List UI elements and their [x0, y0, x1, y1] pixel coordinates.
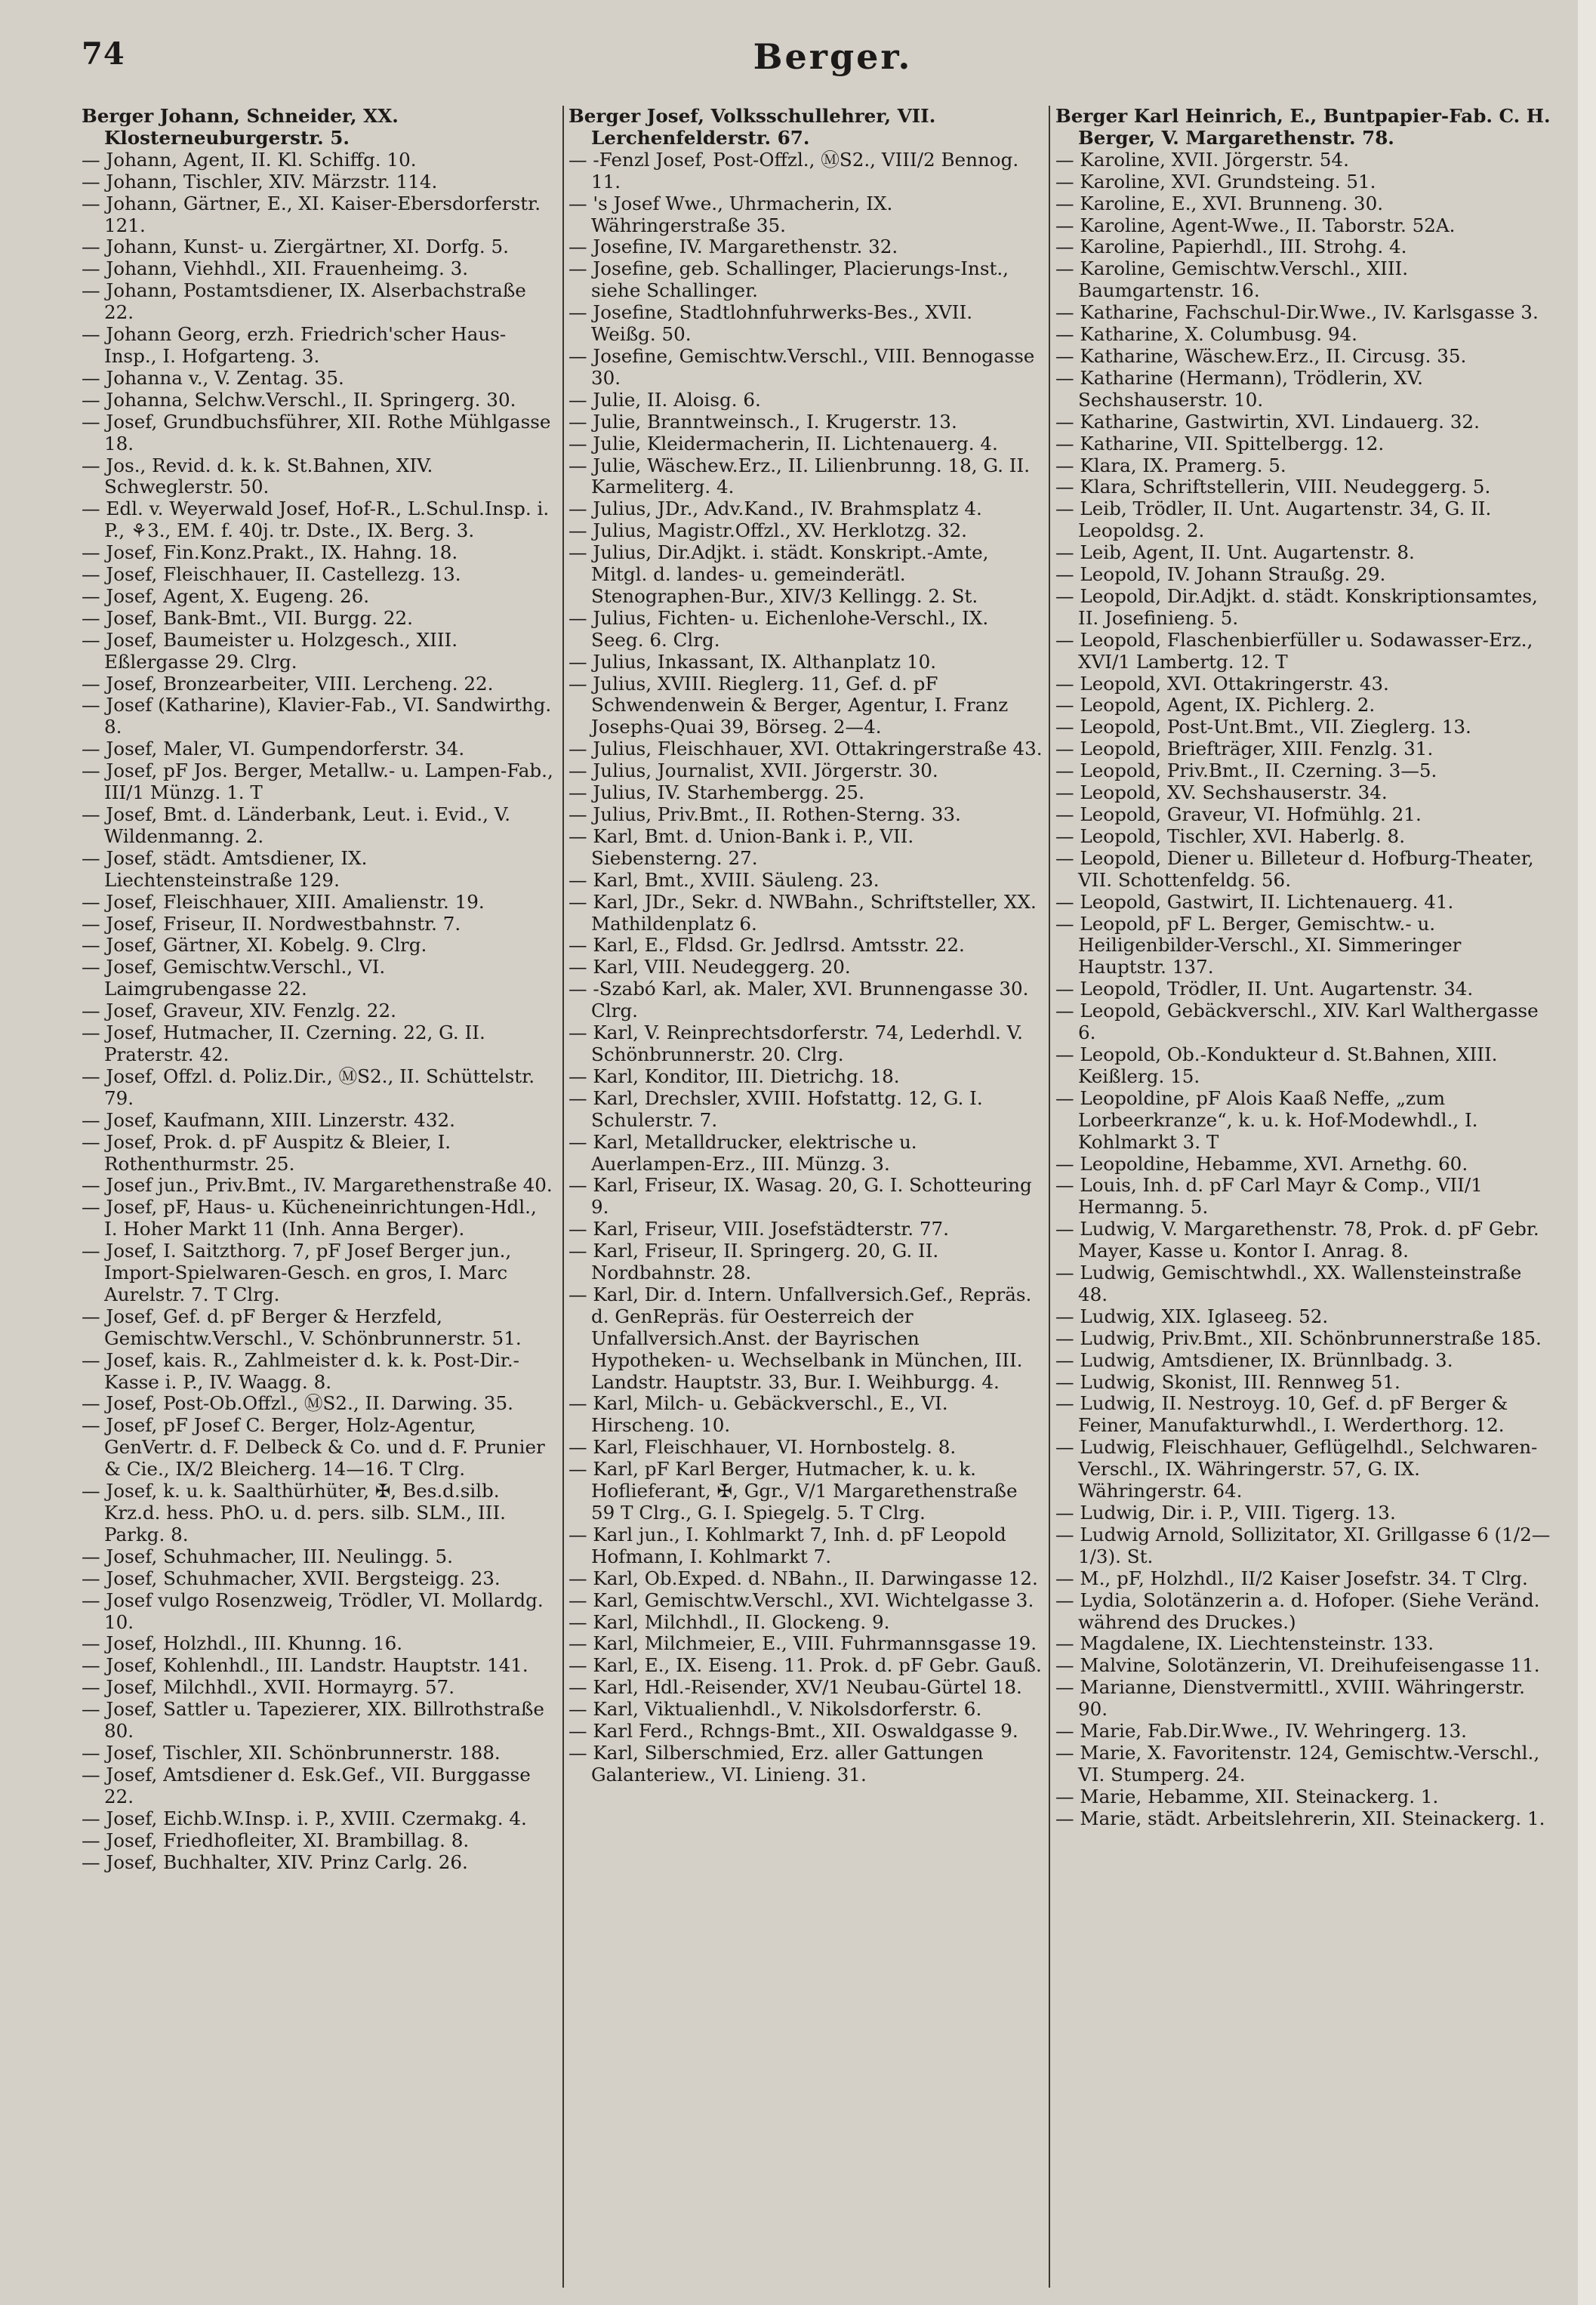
directory-entry: — Josef vulgo Rosenzweig, Trödler, VI. Mollardg. 10. — [82, 1589, 544, 1633]
directory-entry: — Karl jun., I. Kohlmarkt 7, Inh. d. pF Leopold Hofmann, I. Kohlmarkt 7. — [568, 1523, 1006, 1567]
directory-entry: — Julie, Kleidermacherin, II. Lichtenauerg. 4. — [568, 432, 998, 455]
directory-entry: Berger Josef, Volksschullehrer, VII. Lerchenfelderstr. 67. — [568, 106, 936, 149]
directory-entry: — Katharine, X. Columbusg. 94. — [1055, 323, 1357, 346]
page-header — [82, 36, 1584, 86]
directory-entry: — Ludwig, XIX. Iglaseeg. 52. — [1055, 1305, 1329, 1327]
directory-entry: — Katharine, Gastwirtin, XVI. Lindauerg. 32. — [1055, 410, 1480, 433]
directory-entry: — Josef, Grundbuchsführer, XII. Rothe Mühlgasse 18. — [82, 410, 551, 455]
directory-entry: — Josef, Friedhofleiter, XI. Brambillag. 8. — [82, 1829, 470, 1851]
directory-entry: Berger Karl Heinrich, E., Buntpapier-Fab. C. H. Berger, V. Margarethenstr. 78. — [1055, 106, 1551, 149]
directory-entry: — Josef, Bmt. d. Länderbank, Leut. i. Evid., V. Wildenmanng. 2. — [82, 803, 511, 847]
directory-entry: — Josef, Hutmacher, II. Czerning. 22, G. II. Praterstr. 42. — [82, 1022, 485, 1065]
directory-entry: — Josef, Fleischhauer, II. Castellezg. 13. — [82, 563, 461, 586]
directory-entry: — Leopold, XV. Sechshauserstr. 34. — [1055, 781, 1388, 804]
directory-entry: — Julius, Magistr.Offzl., XV. Herklotzg. 32. — [568, 519, 967, 542]
directory-entry: — Karoline, Gemischtw.Verschl., XIII. Baumgartenstr. 16. — [1055, 257, 1409, 302]
directory-entry: — Josef, Baumeister u. Holzgesch., XIII. Eßlergasse 29. Clrg. — [82, 628, 458, 673]
directory-entry: — Josef, Kaufmann, XIII. Linzerstr. 432. — [82, 1108, 455, 1131]
directory-entry: — Louis, Inh. d. pF Carl Mayr & Comp., VII/1 Hermanng. 5. — [1055, 1174, 1483, 1219]
directory-entry: — Ludwig, Gemischtwhdl., XX. Wallensteinstraße 48. — [1055, 1262, 1522, 1305]
directory-entry: — Josefine, Gemischtw.Verschl., VIII. Bennogasse 30. — [568, 344, 1035, 389]
directory-entry: — -Szabó Karl, ak. Maler, XVI. Brunnengasse 30. Clrg. — [568, 978, 1029, 1022]
directory-entry: — Johann, Viehhdl., XII. Frauenheimg. 3. — [82, 257, 469, 280]
directory-entry: — Johann Georg, erzh. Friedrich'scher Haus-Insp., I. Hofgarteng. 3. — [82, 323, 507, 367]
directory-entry: — Josef (Katharine), Klavier-Fab., VI. Sandwirthg. 8. — [82, 694, 552, 738]
directory-entry: — Josef, Gef. d. pF Berger & Herzfeld, Gemischtw.Verschl., V. Schönbrunnerstr. 51. — [82, 1305, 522, 1349]
directory-entry: — Johann, Postamtsdiener, IX. Alserbachstraße 22. — [82, 279, 526, 324]
directory-entry: — Josef, pF Jos. Berger, Metallw.- u. Lampen-Fab., III/1 Münzg. 1. T — [82, 760, 553, 804]
directory-entry: — Ludwig, Priv.Bmt., XII. Schönbrunnerstraße 185. — [1055, 1327, 1542, 1349]
directory-entry: — Leopold, Gebäckverschl., XIV. Karl Walthergasse 6. — [1055, 1000, 1539, 1044]
directory-entry: — Karl, Friseur, IX. Wasag. 20, G. I. Schotteuring 9. — [568, 1174, 1032, 1219]
directory-entry: — Leopold, Briefträger, XIII. Fenzlg. 31. — [1055, 738, 1434, 760]
directory-entry: — Josef, I. Saitzthorg. 7, pF Josef Berger jun., Import-Spielwaren-Gesch. en gros, I. Marc Aurelstr. 7. T Clrg. — [82, 1240, 512, 1305]
directory-entry: — Leib, Agent, II. Unt. Augartenstr. 8. — [1055, 541, 1415, 564]
directory-entry: — Josef, Gemischtw.Verschl., VI. Laimgrubengasse 22. — [82, 956, 386, 1000]
directory-entry: — 's Josef Wwe., Uhrmacherin, IX. Währingerstraße 35. — [568, 192, 893, 236]
directory-entry: — Josef, Sattler u. Tapezierer, XIX. Billrothstraße 80. — [82, 1698, 544, 1743]
directory-column-2 — [568, 106, 1043, 2288]
directory-entry: — Josef, Post-Ob.Offzl., ⓂS2., II. Darwing. 35. — [82, 1392, 513, 1415]
directory-entry: — Josef, Maler, VI. Gumpendorferstr. 34. — [82, 738, 465, 760]
directory-column-1 — [82, 106, 556, 2288]
directory-entry: — Johann, Gärtner, E., XI. Kaiser-Ebersdorferstr. 121. — [82, 192, 541, 236]
directory-entry: — Leopold, Dir.Adjkt. d. städt. Konskriptionsamtes, II. Josefinieng. 5. — [1055, 584, 1538, 629]
column-divider-1 — [562, 106, 564, 2288]
directory-entry: — Karl, Friseur, II. Springerg. 20, G. II. Nordbahnstr. 28. — [568, 1240, 939, 1284]
directory-entry: — Karl, Bmt., XVIII. Säuleng. 23. — [568, 868, 880, 891]
directory-entry: — Josef, Eichb.W.Insp. i. P., XVIII. Czermakg. 4. — [82, 1807, 527, 1829]
directory-entry: — Leopold, Tischler, XVI. Haberlg. 8. — [1055, 824, 1406, 847]
directory-entry: — Ludwig Arnold, Sollizitator, XI. Grillgasse 6 (1/2—1/3). St. — [1055, 1523, 1551, 1567]
directory-entry: — Josef, Gärtner, XI. Kobelg. 9. Clrg. — [82, 934, 427, 957]
directory-entry: — Lydia, Solotänzerin a. d. Hofoper. (Siehe Veränd. während des Druckes.) — [1055, 1589, 1540, 1633]
directory-entry: — Josef, Friseur, II. Nordwestbahnstr. 7. — [82, 912, 461, 935]
directory-entry: — Johanna, Selchw.Verschl., II. Springerg. 30. — [82, 388, 516, 411]
directory-entry: — Karl, JDr., Sekr. d. NWBahn., Schriftsteller, XX. Mathildenplatz 6. — [568, 890, 1037, 935]
directory-entry: — Karl, Fleischhauer, VI. Hornbostelg. 8. — [568, 1436, 957, 1459]
directory-entry: — Marianne, Dienstvermittl., XVIII. Währingerstr. 90. — [1055, 1676, 1525, 1721]
directory-entry: — Klara, IX. Pramerg. 5. — [1055, 454, 1286, 476]
directory-entry: — Marie, städt. Arbeitslehrerin, XII. Steinackerg. 1. — [1055, 1807, 1545, 1829]
directory-entry: — Karl, Hdl.-Reisender, XV/1 Neubau-Gürtel 18. — [568, 1676, 1022, 1699]
directory-entry: — Josef, Milchhdl., XVII. Hormayrg. 57. — [82, 1676, 455, 1699]
directory-entry: — Leopold, Diener u. Billeteur d. Hofburg-Theater, VII. Schottenfeldg. 56. — [1055, 846, 1534, 891]
directory-entry: — Josef, Prok. d. pF Auspitz & Bleier, I. Rothenthurmstr. 25. — [82, 1130, 451, 1175]
directory-entry: — Leopold, Priv.Bmt., II. Czerning. 3—5. — [1055, 760, 1437, 782]
directory-entry: — Karl, V. Reinprechtsdorferstr. 74, Lederhdl. V. Schönbrunnerstr. 20. Clrg. — [568, 1022, 1023, 1065]
directory-entry: — Karl, Bmt. d. Union-Bank i. P., VII. Siebensterng. 27. — [568, 824, 914, 869]
directory-entry: — Katharine, VII. Spittelbergg. 12. — [1055, 432, 1385, 455]
directory-entry: — Ludwig, Fleischhauer, Geflügelhdl., Selchwaren-Verschl., IX. Währingerstr. 57, G. IX. Währingerstr. 64. — [1055, 1436, 1538, 1502]
directory-entry: — Josef, Graveur, XIV. Fenzlg. 22. — [82, 1000, 396, 1022]
directory-entry: — M., pF, Holzhdl., II/2 Kaiser Josefstr. 34. T Clrg. — [1055, 1567, 1528, 1589]
directory-entry: — Josef, Bronzearbeiter, VIII. Lercheng. 22. — [82, 672, 494, 695]
directory-entry: — Karl, pF Karl Berger, Hutmacher, k. u. k. Hoflieferant, ✠, Ggr., V/1 Margarethenstraße 59 T Clrg., G. I. Spiegelg. 5. T Clrg. — [568, 1458, 1018, 1524]
directory-entry: — Karl, Dir. d. Intern. Unfallversich.Gef., Repräs. d. GenRepräs. für Oesterreich der Unfallversich.Anst. der Bayrischen Hypotheken- u. Wechselbank in München, III. Landstr. Hauptstr. 33, Bur. I. Weihburgg. 4. — [568, 1283, 1032, 1393]
directory-entry: — Josefine, Stadtlohnfuhrwerks-Bes., XVII. Weißg. 50. — [568, 301, 973, 346]
directory-entry: — Josef, städt. Amtsdiener, IX. Liechtensteinstraße 129. — [82, 846, 368, 891]
directory-entry: — Josefine, IV. Margarethenstr. 32. — [568, 236, 898, 258]
directory-entry: — Julius, Journalist, XVII. Jörgerstr. 30. — [568, 760, 938, 782]
directory-entry: — Julius, Priv.Bmt., II. Rothen-Sterng. 33. — [568, 803, 961, 825]
directory-entry: — Karoline, XVII. Jörgerstr. 54. — [1055, 148, 1349, 171]
column-divider-2 — [1049, 106, 1050, 2288]
directory-entry: — Leopold, Graveur, VI. Hofmühlg. 21. — [1055, 803, 1422, 825]
directory-entry: — Karl, Ob.Exped. d. NBahn., II. Darwingasse 12. — [568, 1567, 1038, 1589]
directory-entry: — Leopold, Agent, IX. Pichlerg. 2. — [1055, 694, 1376, 716]
directory-columns — [82, 106, 1569, 2288]
page-title: Berger. — [753, 36, 913, 77]
directory-entry: — Josef, Schuhmacher, XVII. Bergsteigg. 23. — [82, 1567, 501, 1589]
directory-entry: — Johanna v., V. Zentag. 35. — [82, 366, 344, 389]
directory-entry: — Josef, kais. R., Zahlmeister d. k. k. Post-Dir.-Kasse i. P., IV. Waagg. 8. — [82, 1348, 519, 1393]
directory-entry: — Josef, Schuhmacher, III. Neulingg. 5. — [82, 1545, 453, 1567]
directory-entry: — Karl, Metalldrucker, elektrische u. Auerlampen-Erz., III. Münzg. 3. — [568, 1130, 917, 1175]
directory-entry: — Julius, XVIII. Rieglerg. 11, Gef. d. pF Schwendenwein & Berger, Agentur, I. Franz Josephs-Quai 39, Börseg. 2—4. — [568, 672, 1009, 738]
directory-entry: — Josef, pF Josef C. Berger, Holz-Agentur, GenVertr. d. F. Delbeck & Co. und d. F. Prunier & Cie., IX/2 Bleicherg. 14—16. T Clrg. — [82, 1414, 545, 1481]
directory-entry: — Johann, Agent, II. Kl. Schiffg. 10. — [82, 148, 417, 171]
directory-entry: — Karl, Friseur, VIII. Josefstädterstr. 77. — [568, 1218, 949, 1240]
directory-entry: — Ludwig, II. Nestroyg. 10, Gef. d. pF Berger & Feiner, Manufakturwhdl., I. Werderthorg. 12. — [1055, 1392, 1508, 1437]
directory-entry: — Ludwig, Dir. i. P., VIII. Tigerg. 13. — [1055, 1502, 1396, 1524]
directory-entry: — Leopold, XVI. Ottakringerstr. 43. — [1055, 672, 1389, 695]
directory-entry: — Karl, Silberschmied, Erz. aller Gattungen Galanteriew., VI. Linieng. 31. — [568, 1741, 984, 1786]
directory-entry: — Klara, Schriftstellerin, VIII. Neudeggerg. 5. — [1055, 476, 1491, 498]
directory-entry: — Julius, Inkassant, IX. Althanplatz 10. — [568, 650, 937, 673]
directory-entry: — Leopold, Ob.-Kondukteur d. St.Bahnen, XIII. Keißlerg. 15. — [1055, 1043, 1498, 1087]
directory-entry: — Karl, Viktualienhdl., V. Nikolsdorferstr. 6. — [568, 1698, 982, 1721]
directory-entry: — Karl, Konditor, III. Dietrichg. 18. — [568, 1065, 900, 1087]
directory-entry: — Leopold, pF L. Berger, Gemischtw.- u. Heiligenbilder-Verschl., XI. Simmeringer Hauptstr. 137. — [1055, 912, 1462, 978]
directory-entry: — Ludwig, V. Margarethenstr. 78, Prok. d. pF Gebr. Mayer, Kasse u. Kontor I. Anrag. 8. — [1055, 1218, 1539, 1262]
directory-entry: — Karl, Milchmeier, E., VIII. Fuhrmannsgasse 19. — [568, 1632, 1037, 1655]
directory-entry: — Josef, Agent, X. Eugeng. 26. — [82, 584, 370, 607]
directory-entry: — Karoline, E., XVI. Brunneng. 30. — [1055, 192, 1384, 214]
directory-entry: — Ludwig, Skonist, III. Rennweg 51. — [1055, 1370, 1400, 1393]
directory-entry: — Marie, Fab.Dir.Wwe., IV. Wehringerg. 13. — [1055, 1720, 1467, 1743]
directory-entry: — Josef, Buchhalter, XIV. Prinz Carlg. 26. — [82, 1850, 468, 1873]
directory-entry: — Jos., Revid. d. k. k. St.Bahnen, XIV. Schweglerstr. 50. — [82, 454, 433, 498]
directory-entry: — Karl, E., IX. Eiseng. 11. Prok. d. pF Gebr. Gauß. — [568, 1654, 1042, 1677]
directory-entry: — Katharine, Wäschew.Erz., II. Circusg. 35. — [1055, 344, 1467, 367]
directory-entry: Berger Johann, Schneider, XX. Klosterneuburgerstr. 5. — [82, 106, 399, 149]
directory-column-3 — [1055, 106, 1554, 2288]
directory-entry: — Julius, Fichten- u. Eichenlohe-Verschl., IX. Seeg. 6. Clrg. — [568, 606, 989, 651]
directory-entry: — Karl Ferd., Rchngs-Bmt., XII. Oswaldgasse 9. — [568, 1720, 1018, 1743]
directory-entry: — Magdalene, IX. Liechtensteinstr. 133. — [1055, 1632, 1434, 1655]
directory-entry: — Katharine (Hermann), Trödlerin, XV. Sechshauserstr. 10. — [1055, 366, 1423, 411]
directory-entry: — Marie, Hebamme, XII. Steinackerg. 1. — [1055, 1785, 1439, 1807]
directory-entry: — Julie, Branntweinsch., I. Krugerstr. 13. — [568, 410, 957, 433]
directory-entry: — Josef, Fleischhauer, XIII. Amalienstr. 19. — [82, 890, 485, 913]
directory-entry: — Julie, Wäschew.Erz., II. Lilienbrunng. 18, G. II. Karmeliterg. 4. — [568, 454, 1031, 498]
directory-entry: — Leopold, IV. Johann Straußg. 29. — [1055, 563, 1386, 586]
directory-entry: — Leopold, Flaschenbierfüller u. Sodawasser-Erz., XVI/1 Lambertg. 12. T — [1055, 628, 1533, 673]
directory-entry: — Josef, k. u. k. Saalthürhüter, ✠, Bes.d.silb. Krz.d. hess. PhO. u. d. pers. silb. SLM., III. Parkg. 8. — [82, 1480, 506, 1545]
directory-entry: — Josef, Fin.Konz.Prakt., IX. Hahng. 18. — [82, 541, 458, 564]
directory-entry: — Karoline, Papierhdl., III. Strohg. 4. — [1055, 236, 1407, 258]
directory-entry: — Julius, Dir.Adjkt. i. städt. Konskript.-Amte, Mitgl. d. landes- u. gemeinderätl. Stenographen-Bur., XIV/3 Kellingg. 2. St. — [568, 541, 989, 607]
directory-entry: — Leopold, Gastwirt, II. Lichtenauerg. 41. — [1055, 890, 1454, 913]
directory-entry: — Katharine, Fachschul-Dir.Wwe., IV. Karlsgasse 3. — [1055, 301, 1539, 324]
directory-entry: — Johann, Kunst- u. Ziergärtner, XI. Dorfg. 5. — [82, 236, 509, 258]
directory-entry: — Leopoldine, pF Alois Kaaß Neffe, „zum Lorbeerkranze“, k. u. k. Hof-Modewhdl., I. Kohlmarkt 3. T — [1055, 1086, 1478, 1153]
directory-entry: — Edl. v. Weyerwald Josef, Hof-R., L.Schul.Insp. i. P., ⚘3., EM. f. 40j. tr. Dste., IX. Berg. 3. — [82, 498, 550, 542]
directory-entry: — Marie, X. Favoritenstr. 124, Gemischtw.-Verschl., VI. Stumperg. 24. — [1055, 1741, 1540, 1786]
directory-entry: — Ludwig, Amtsdiener, IX. Brünnlbadg. 3. — [1055, 1348, 1453, 1371]
directory-entry: — Josef, pF, Haus- u. Kücheneinrichtungen-Hdl., I. Hoher Markt 11 (Inh. Anna Berger). — [82, 1196, 537, 1240]
directory-entry: — Karl, Milch- u. Gebäckverschl., E., VI. Hirscheng. 10. — [568, 1392, 948, 1437]
directory-entry: — Leib, Trödler, II. Unt. Augartenstr. 34, G. II. Leopoldsg. 2. — [1055, 498, 1492, 542]
directory-entry: — Josef jun., Priv.Bmt., IV. Margarethenstraße 40. — [82, 1174, 553, 1197]
directory-entry: — Malvine, Solotänzerin, VI. Dreihufeisengasse 11. — [1055, 1654, 1540, 1677]
directory-entry: — Karl, Gemischtw.Verschl., XVI. Wichtelgasse 3. — [568, 1589, 1034, 1611]
directory-entry: — Karl, VIII. Neudeggerg. 20. — [568, 956, 851, 978]
directory-entry: — Leopold, Post-Unt.Bmt., VII. Zieglerg. 13. — [1055, 716, 1471, 738]
directory-entry: — Josef, Amtsdiener d. Esk.Gef., VII. Burggasse 22. — [82, 1763, 531, 1807]
page-number: 74 — [82, 36, 125, 72]
directory-entry: — Josef, Bank-Bmt., VII. Burgg. 22. — [82, 606, 413, 629]
directory-entry: — Karl, E., Fldsd. Gr. Jedlrsd. Amtsstr. 22. — [568, 934, 965, 957]
directory-entry: — Julius, Fleischhauer, XVI. Ottakringerstraße 43. — [568, 738, 1043, 760]
directory-entry: — Leopold, Trödler, II. Unt. Augartenstr. 34. — [1055, 978, 1474, 1000]
page-edge — [1578, 0, 1596, 2305]
directory-entry: — Leopoldine, Hebamme, XVI. Arnethg. 60. — [1055, 1152, 1468, 1175]
directory-entry: — Julius, JDr., Adv.Kand., IV. Brahmsplatz 4. — [568, 498, 982, 520]
directory-entry: — Josef, Tischler, XII. Schönbrunnerstr. 188. — [82, 1741, 501, 1764]
directory-entry: — Julie, II. Aloisg. 6. — [568, 388, 761, 411]
directory-entry: — Karl, Milchhdl., II. Glockeng. 9. — [568, 1610, 890, 1633]
directory-entry: — Josef, Holzhdl., III. Khunng. 16. — [82, 1632, 403, 1655]
directory-entry: — Johann, Tischler, XIV. Märzstr. 114. — [82, 170, 438, 193]
directory-entry: — Karoline, XVI. Grundsteing. 51. — [1055, 170, 1376, 193]
directory-entry: — Josef, Kohlenhdl., III. Landstr. Hauptstr. 141. — [82, 1654, 528, 1677]
directory-entry: — Josefine, geb. Schallinger, Placierungs-Inst., siehe Schallinger. — [568, 257, 1009, 302]
directory-entry: — Josef, Offzl. d. Poliz.Dir., ⓂS2., II. Schüttelstr. 79. — [82, 1065, 535, 1109]
directory-entry: — Karoline, Agent-Wwe., II. Taborstr. 52A. — [1055, 214, 1456, 236]
directory-entry: — Karl, Drechsler, XVIII. Hofstattg. 12, G. I. Schulerstr. 7. — [568, 1086, 983, 1131]
directory-entry: — -Fenzl Josef, Post-Offzl., ⓂS2., VIII/2 Bennog. 11. — [568, 148, 1019, 193]
directory-entry: — Julius, IV. Starhembergg. 25. — [568, 781, 864, 804]
